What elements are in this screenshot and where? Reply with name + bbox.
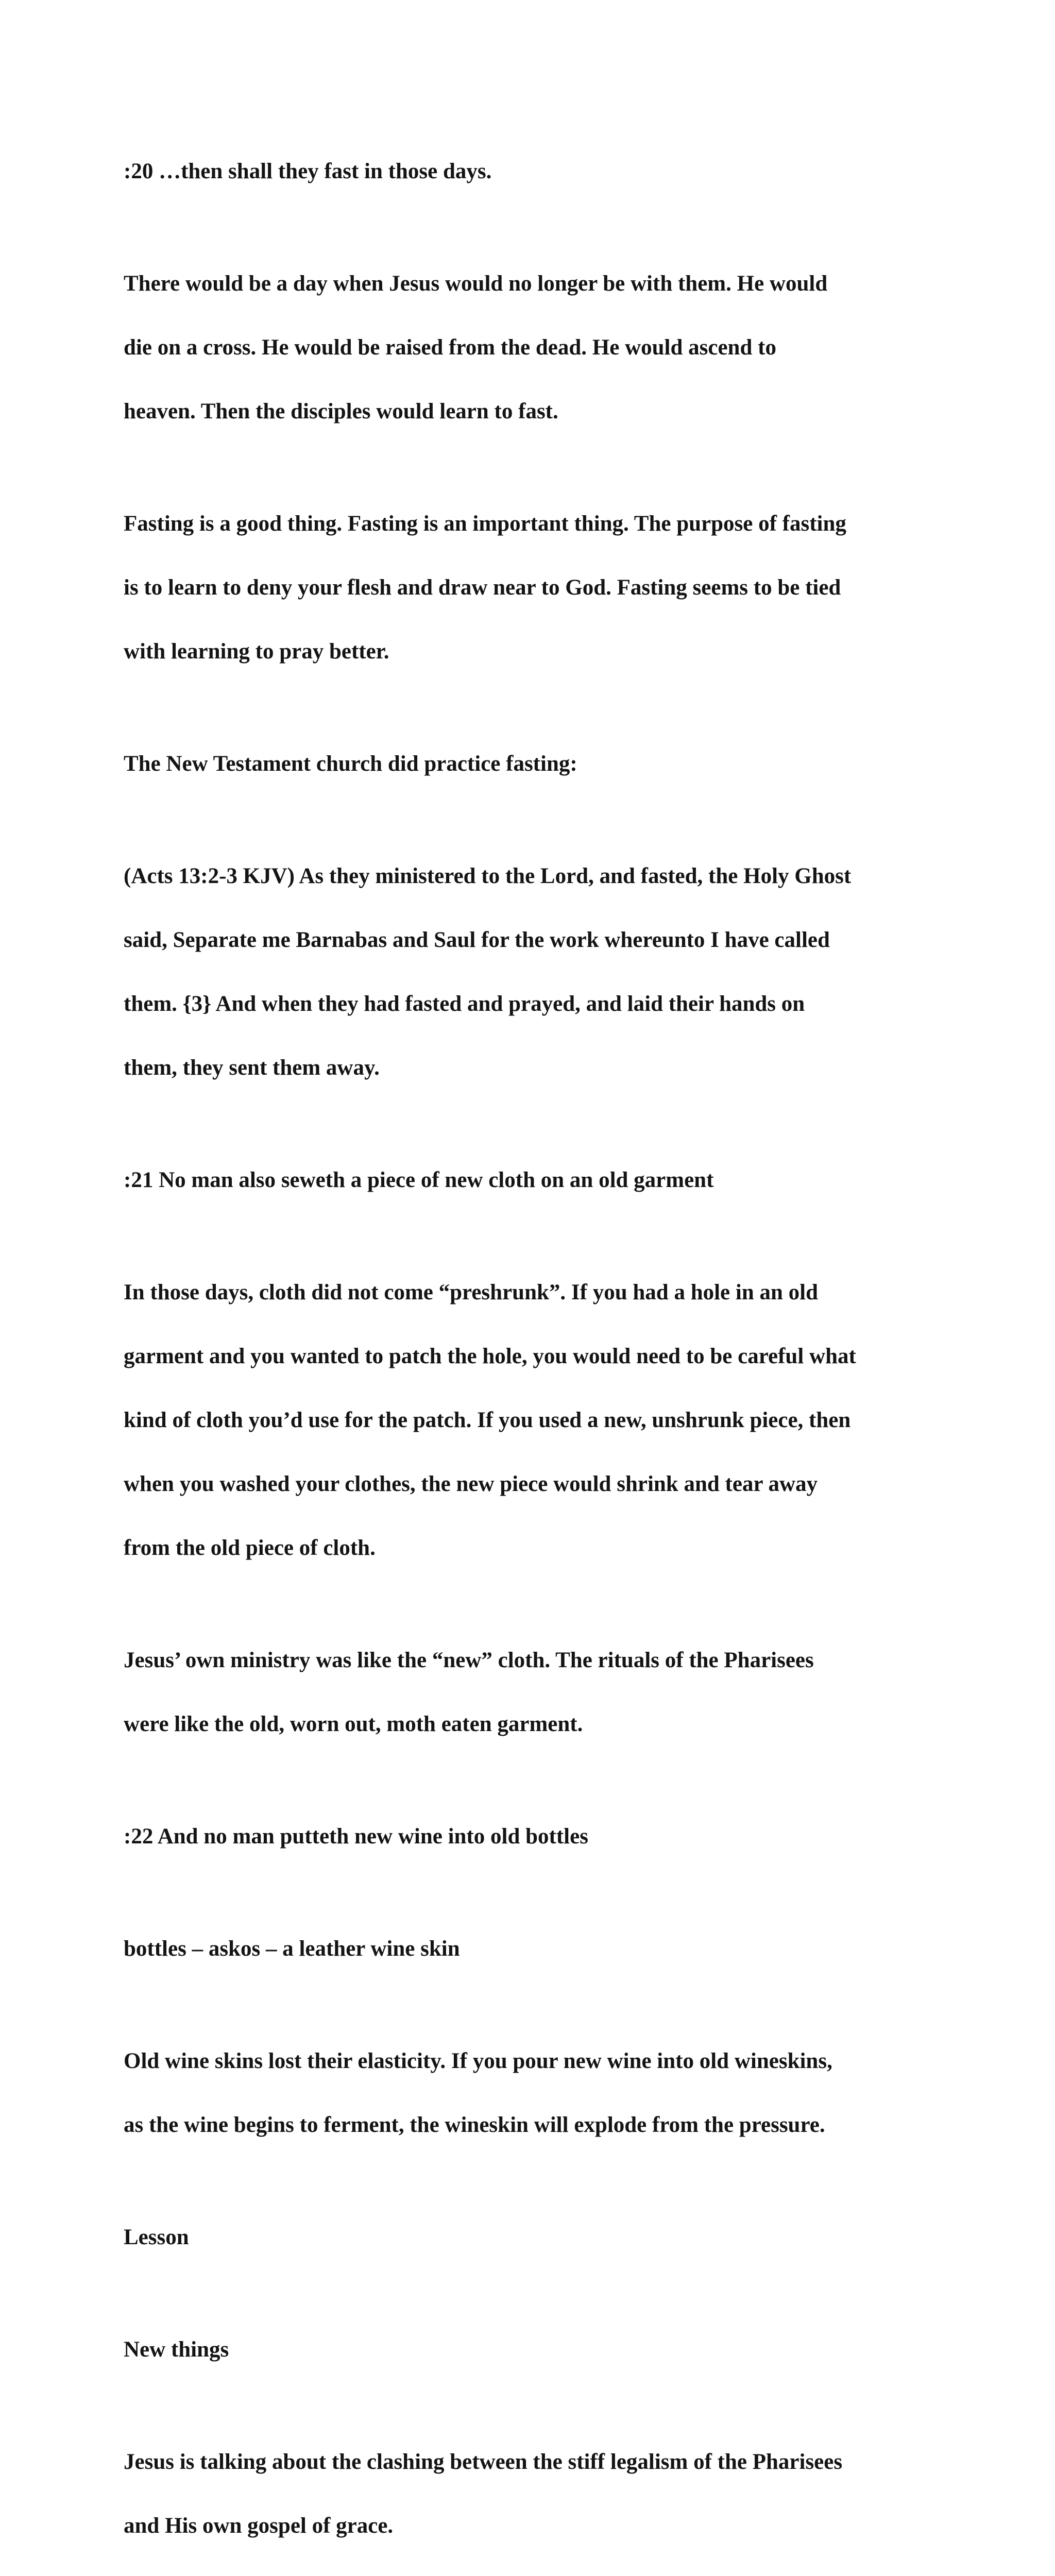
paragraph-preshrunk [124,1245,927,1596]
paragraph-fasting-purpose [124,476,927,700]
text-line: as the wine begins to ferment, the wineskin will explode from the pressure. [124,2113,825,2137]
text-line: There would be a day when Jesus would no longer be with them. He would [124,272,828,296]
paragraph-bottles-definition [124,1901,927,1997]
text-line: Fasting is a good thing. Fasting is an important thing. The purpose of fasting [124,512,846,536]
text-line: from the old piece of cloth. [124,1536,376,1560]
text-line: In those days, cloth did not come “preshrunk”. If you had a hole in an old [124,1280,819,1304]
text-line: bottles – askos – a leather wine skin [124,1937,460,1961]
paragraph-wine-skins [124,2013,927,2173]
paragraph-verse-20 [124,124,927,219]
paragraph-jesus-absence [124,236,927,460]
paragraph-verse-21 [124,1132,927,1228]
text-line: and His own gospel of grace. [124,2514,394,2538]
text-line: Lesson [124,2225,189,2249]
paragraph-new-cloth [124,1613,927,1772]
text-line: :21 No man also seweth a piece of new cloth on an old garment [124,1168,714,1192]
text-line: :22 And no man putteth new wine into old bottles [124,1824,588,1849]
heading-lesson [124,2190,927,2285]
text-line: (Acts 13:2-3 KJV) As they ministered to the Lord, and fasted, the Holy Ghost [124,864,852,888]
text-line: Jesus is talking about the clashing between the stiff legalism of the Pharisees [124,2450,843,2474]
paragraph-verse-22 [124,1789,927,1885]
text-line: is to learn to deny your flesh and draw near to God. Fasting seems to be tied [124,575,841,600]
text-line: heaven. Then the disciples would learn to fast. [124,399,558,423]
paragraph-legalism-grace [124,2414,927,2574]
text-line: with learning to pray better. [124,639,389,664]
text-line: them. {3} And when they had fasted and prayed, and laid their hands on [124,992,805,1016]
text-line: Jesus’ own ministry was like the “new” cloth. The rituals of the Pharisees [124,1648,814,1672]
text-line: Old wine skins lost their elasticity. If you pour new wine into old wineskins, [124,2049,832,2073]
text-line: :20 …then shall they fast in those days. [124,159,492,183]
paragraph-acts-quote [124,828,927,1116]
text-line: garment and you wanted to patch the hole, you would need to be careful what [124,1344,856,1368]
paragraph-nt-church [124,716,927,812]
text-line: New things [124,2337,229,2362]
text-line: die on a cross. He would be raised from the dead. He would ascend to [124,335,776,360]
heading-new-things [124,2302,927,2398]
text-line: were like the old, worn out, moth eaten garment. [124,1712,583,1736]
text-line: The New Testament church did practice fasting: [124,752,577,776]
text-line: said, Separate me Barnabas and Saul for the work whereunto I have called [124,928,830,952]
text-line: when you washed your clothes, the new piece would shrink and tear away [124,1472,818,1496]
text-line: them, they sent them away. [124,1056,380,1080]
document-body [124,124,927,2576]
text-line: kind of cloth you’d use for the patch. If you used a new, unshrunk piece, then [124,1408,851,1432]
